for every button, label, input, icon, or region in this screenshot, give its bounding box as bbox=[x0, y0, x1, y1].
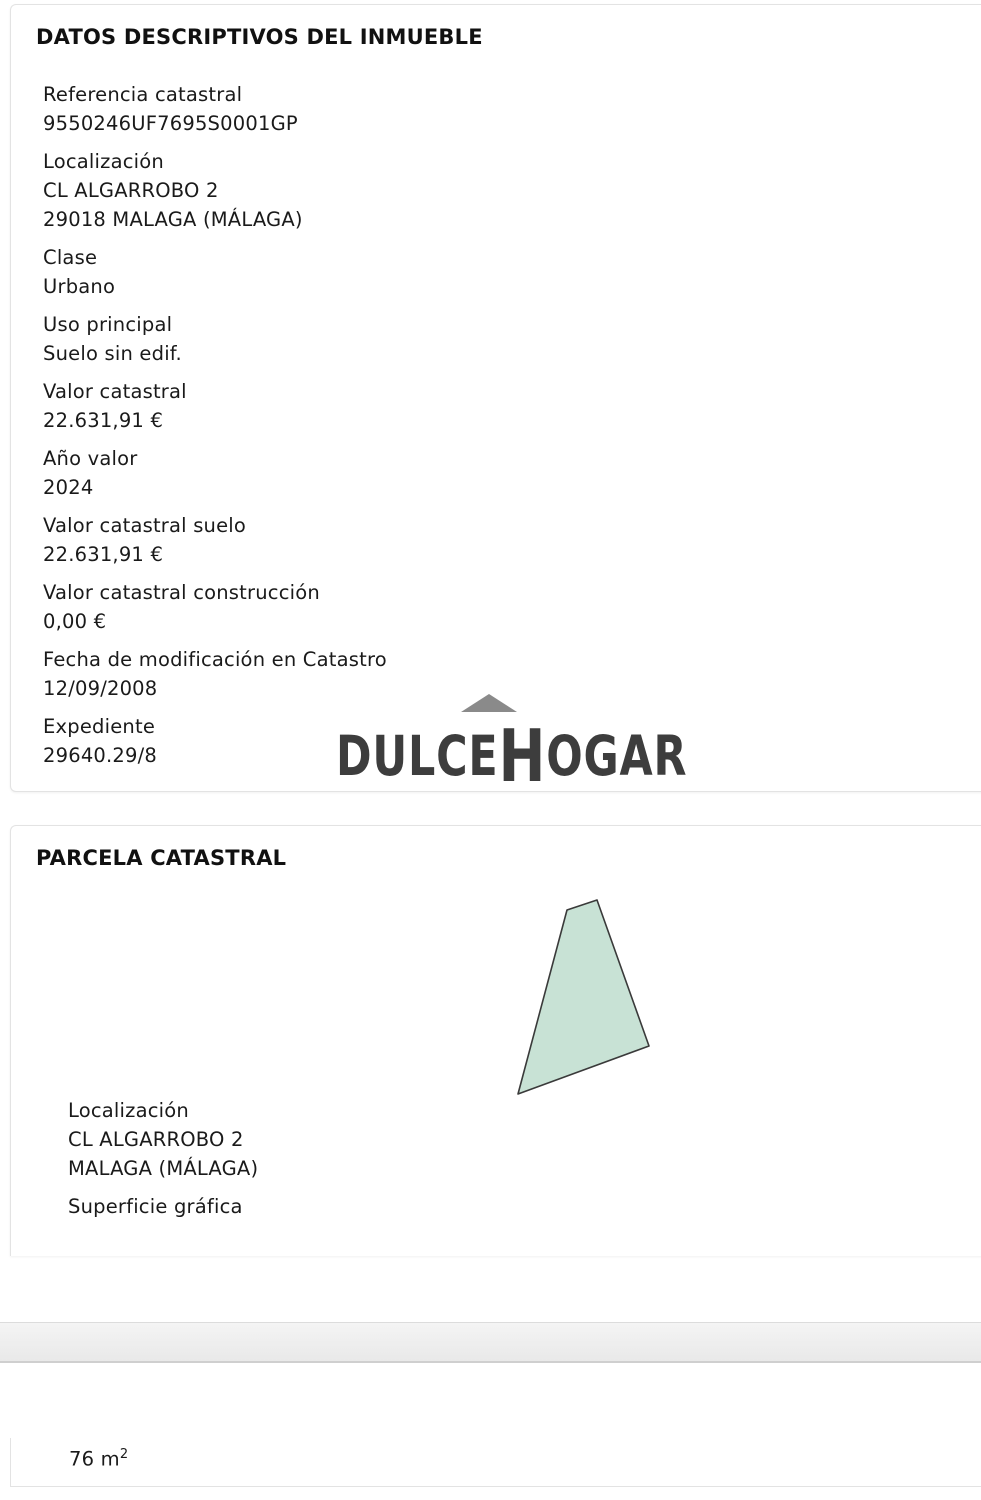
field-label: Valor catastral suelo bbox=[43, 514, 247, 537]
localizacion-line-1: CL ALGARROBO 2 bbox=[43, 179, 219, 202]
dulcehogar-watermark-logo bbox=[336, 694, 688, 798]
field-valor-catastral bbox=[43, 377, 387, 435]
superficie-value bbox=[69, 1440, 128, 1474]
field-label: Fecha de modificación en Catastro bbox=[43, 648, 387, 671]
page-divider bbox=[0, 1322, 981, 1363]
parcela-localizacion-label: Localización bbox=[68, 1099, 189, 1122]
uso-principal-value: Suelo sin edif. bbox=[43, 342, 182, 365]
parcela-localizacion-line-2: MALAGA (MÁLAGA) bbox=[68, 1157, 259, 1180]
superficie-number: 76 bbox=[69, 1447, 95, 1471]
house-roof-icon bbox=[461, 694, 517, 714]
field-value bbox=[43, 109, 387, 138]
field-valor-construccion bbox=[43, 578, 387, 636]
watermark-text-h: H bbox=[498, 714, 547, 798]
field-referencia bbox=[43, 80, 387, 138]
field-label: Valor catastral bbox=[43, 380, 187, 403]
field-ano-valor bbox=[43, 444, 387, 502]
parcela-localizacion bbox=[68, 1096, 258, 1183]
field-label: Año valor bbox=[43, 447, 138, 470]
watermark-text-left: DULCE bbox=[336, 724, 499, 788]
parcel-shape bbox=[505, 888, 665, 1108]
valor-catastral-value: 22.631,91 € bbox=[43, 409, 164, 432]
inmueble-card bbox=[10, 4, 981, 792]
ano-valor-value: 2024 bbox=[43, 476, 94, 499]
valor-construccion-value: 0,00 € bbox=[43, 610, 107, 633]
field-label: Localización bbox=[43, 150, 164, 173]
watermark-text-right: OGAR bbox=[546, 724, 688, 788]
field-value bbox=[43, 473, 387, 502]
superficie-exponent: 2 bbox=[119, 1447, 129, 1462]
field-uso-principal bbox=[43, 310, 387, 368]
parcela-superficie bbox=[68, 1192, 258, 1221]
field-value bbox=[43, 540, 387, 569]
fecha-modificacion-value: 12/09/2008 bbox=[43, 677, 158, 700]
inmueble-fields bbox=[43, 80, 387, 779]
field-clase bbox=[43, 243, 387, 301]
parcela-localizacion-line-1: CL ALGARROBO 2 bbox=[68, 1128, 244, 1151]
superficie-unit: m bbox=[100, 1447, 120, 1471]
field-label: Referencia catastral bbox=[43, 83, 243, 106]
superficie-card bbox=[10, 1438, 981, 1487]
field-value bbox=[43, 339, 387, 368]
watermark-text bbox=[336, 714, 688, 798]
parcela-info bbox=[68, 1096, 258, 1230]
field-localizacion bbox=[43, 147, 387, 234]
clase-value: Urbano bbox=[43, 275, 116, 298]
field-label: Clase bbox=[43, 246, 98, 269]
inmueble-title: DATOS DESCRIPTIVOS DEL INMUEBLE bbox=[36, 25, 483, 49]
field-value bbox=[68, 1125, 258, 1183]
parcela-title: PARCELA CATASTRAL bbox=[36, 846, 287, 870]
field-label: Valor catastral construcción bbox=[43, 581, 320, 604]
field-label: Uso principal bbox=[43, 313, 173, 336]
expediente-value: 29640.29/8 bbox=[43, 744, 158, 767]
field-value bbox=[43, 272, 387, 301]
field-value bbox=[43, 176, 387, 234]
referencia-value: 9550246UF7695S0001GP bbox=[43, 112, 298, 135]
field-valor-suelo bbox=[43, 511, 387, 569]
localizacion-line-2: 29018 MALAGA (MÁLAGA) bbox=[43, 208, 303, 231]
field-value bbox=[43, 607, 387, 636]
superficie-label: Superficie gráfica bbox=[68, 1195, 243, 1218]
field-value bbox=[43, 406, 387, 435]
valor-suelo-value: 22.631,91 € bbox=[43, 543, 164, 566]
field-label: Expediente bbox=[43, 715, 156, 738]
